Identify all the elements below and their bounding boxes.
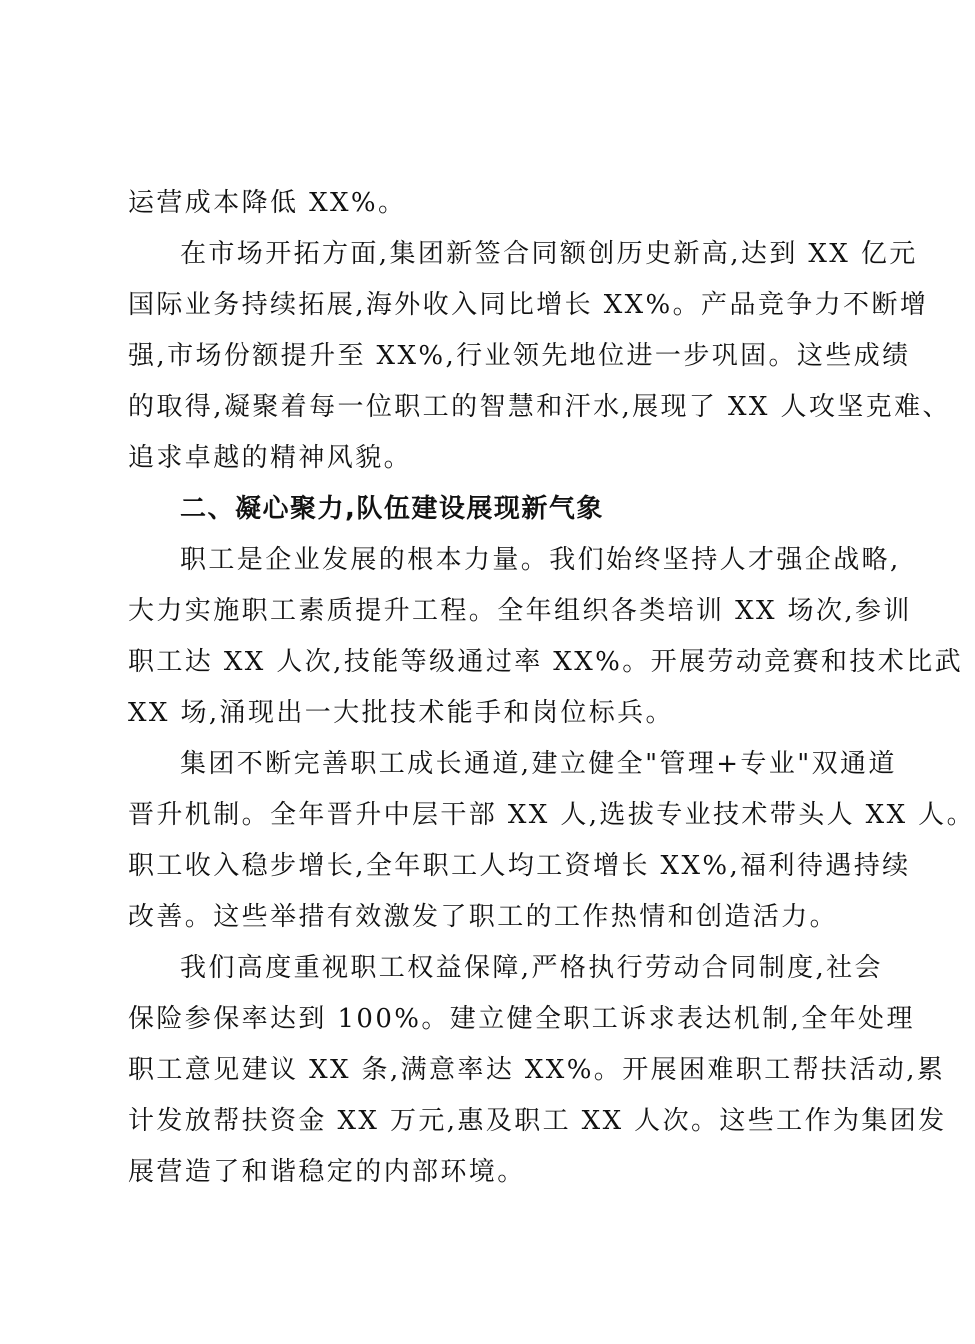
text-line: XX 场,涌现出一大批技术能手和岗位标兵。 — [128, 698, 674, 728]
text-line: 职工达 XX 人次,技能等级通过率 XX%。开展劳动竞赛和技术比武 — [128, 647, 964, 677]
paragraph-start-line: 集团不断完善职工成长通道,建立健全"管理+专业"双通道 — [180, 749, 897, 779]
text-line: 强,市场份额提升至 XX%,行业领先地位进一步巩固。这些成绩 — [128, 341, 911, 371]
text-line: 的取得,凝聚着每一位职工的智慧和汗水,展现了 XX 人攻坚克难、 — [128, 392, 951, 422]
text-line: 展营造了和谐稳定的内部环境。 — [128, 1157, 526, 1187]
text-line: 保险参保率达到 100%。建立健全职工诉求表达机制,全年处理 — [128, 1004, 915, 1034]
text-line: 国际业务持续拓展,海外收入同比增长 XX%。产品竞争力不断增 — [128, 290, 929, 320]
text-line: 职工收入稳步增长,全年职工人均工资增长 XX%,福利待遇持续 — [128, 851, 911, 881]
body-text — [128, 178, 975, 1198]
text-line: 职工意见建议 XX 条,满意率达 XX%。开展困难职工帮扶活动,累 — [128, 1055, 946, 1085]
paragraph-start-line: 职工是企业发展的根本力量。我们始终坚持人才强企战略, — [180, 545, 901, 575]
text-line: 大力实施职工素质提升工程。全年组织各类培训 XX 场次,参训 — [128, 596, 912, 626]
paragraph-start-line: 在市场开拓方面,集团新签合同额创历史新高,达到 XX 亿元 — [180, 239, 918, 269]
text-line: 晋升机制。全年晋升中层干部 XX 人,选拔专业技术带头人 XX 人。 — [128, 800, 975, 830]
paragraph-start-line: 我们高度重视职工权益保障,严格执行劳动合同制度,社会 — [180, 953, 883, 983]
section-heading: 二、凝心聚力,队伍建设展现新气象 — [180, 494, 604, 524]
text-line: 运营成本降低 XX%。 — [128, 188, 407, 218]
text-line: 改善。这些举措有效激发了职工的工作热情和创造活力。 — [128, 902, 839, 932]
text-line: 计发放帮扶资金 XX 万元,惠及职工 XX 人次。这些工作为集团发 — [128, 1106, 947, 1136]
text-line: 追求卓越的精神风貌。 — [128, 443, 413, 473]
